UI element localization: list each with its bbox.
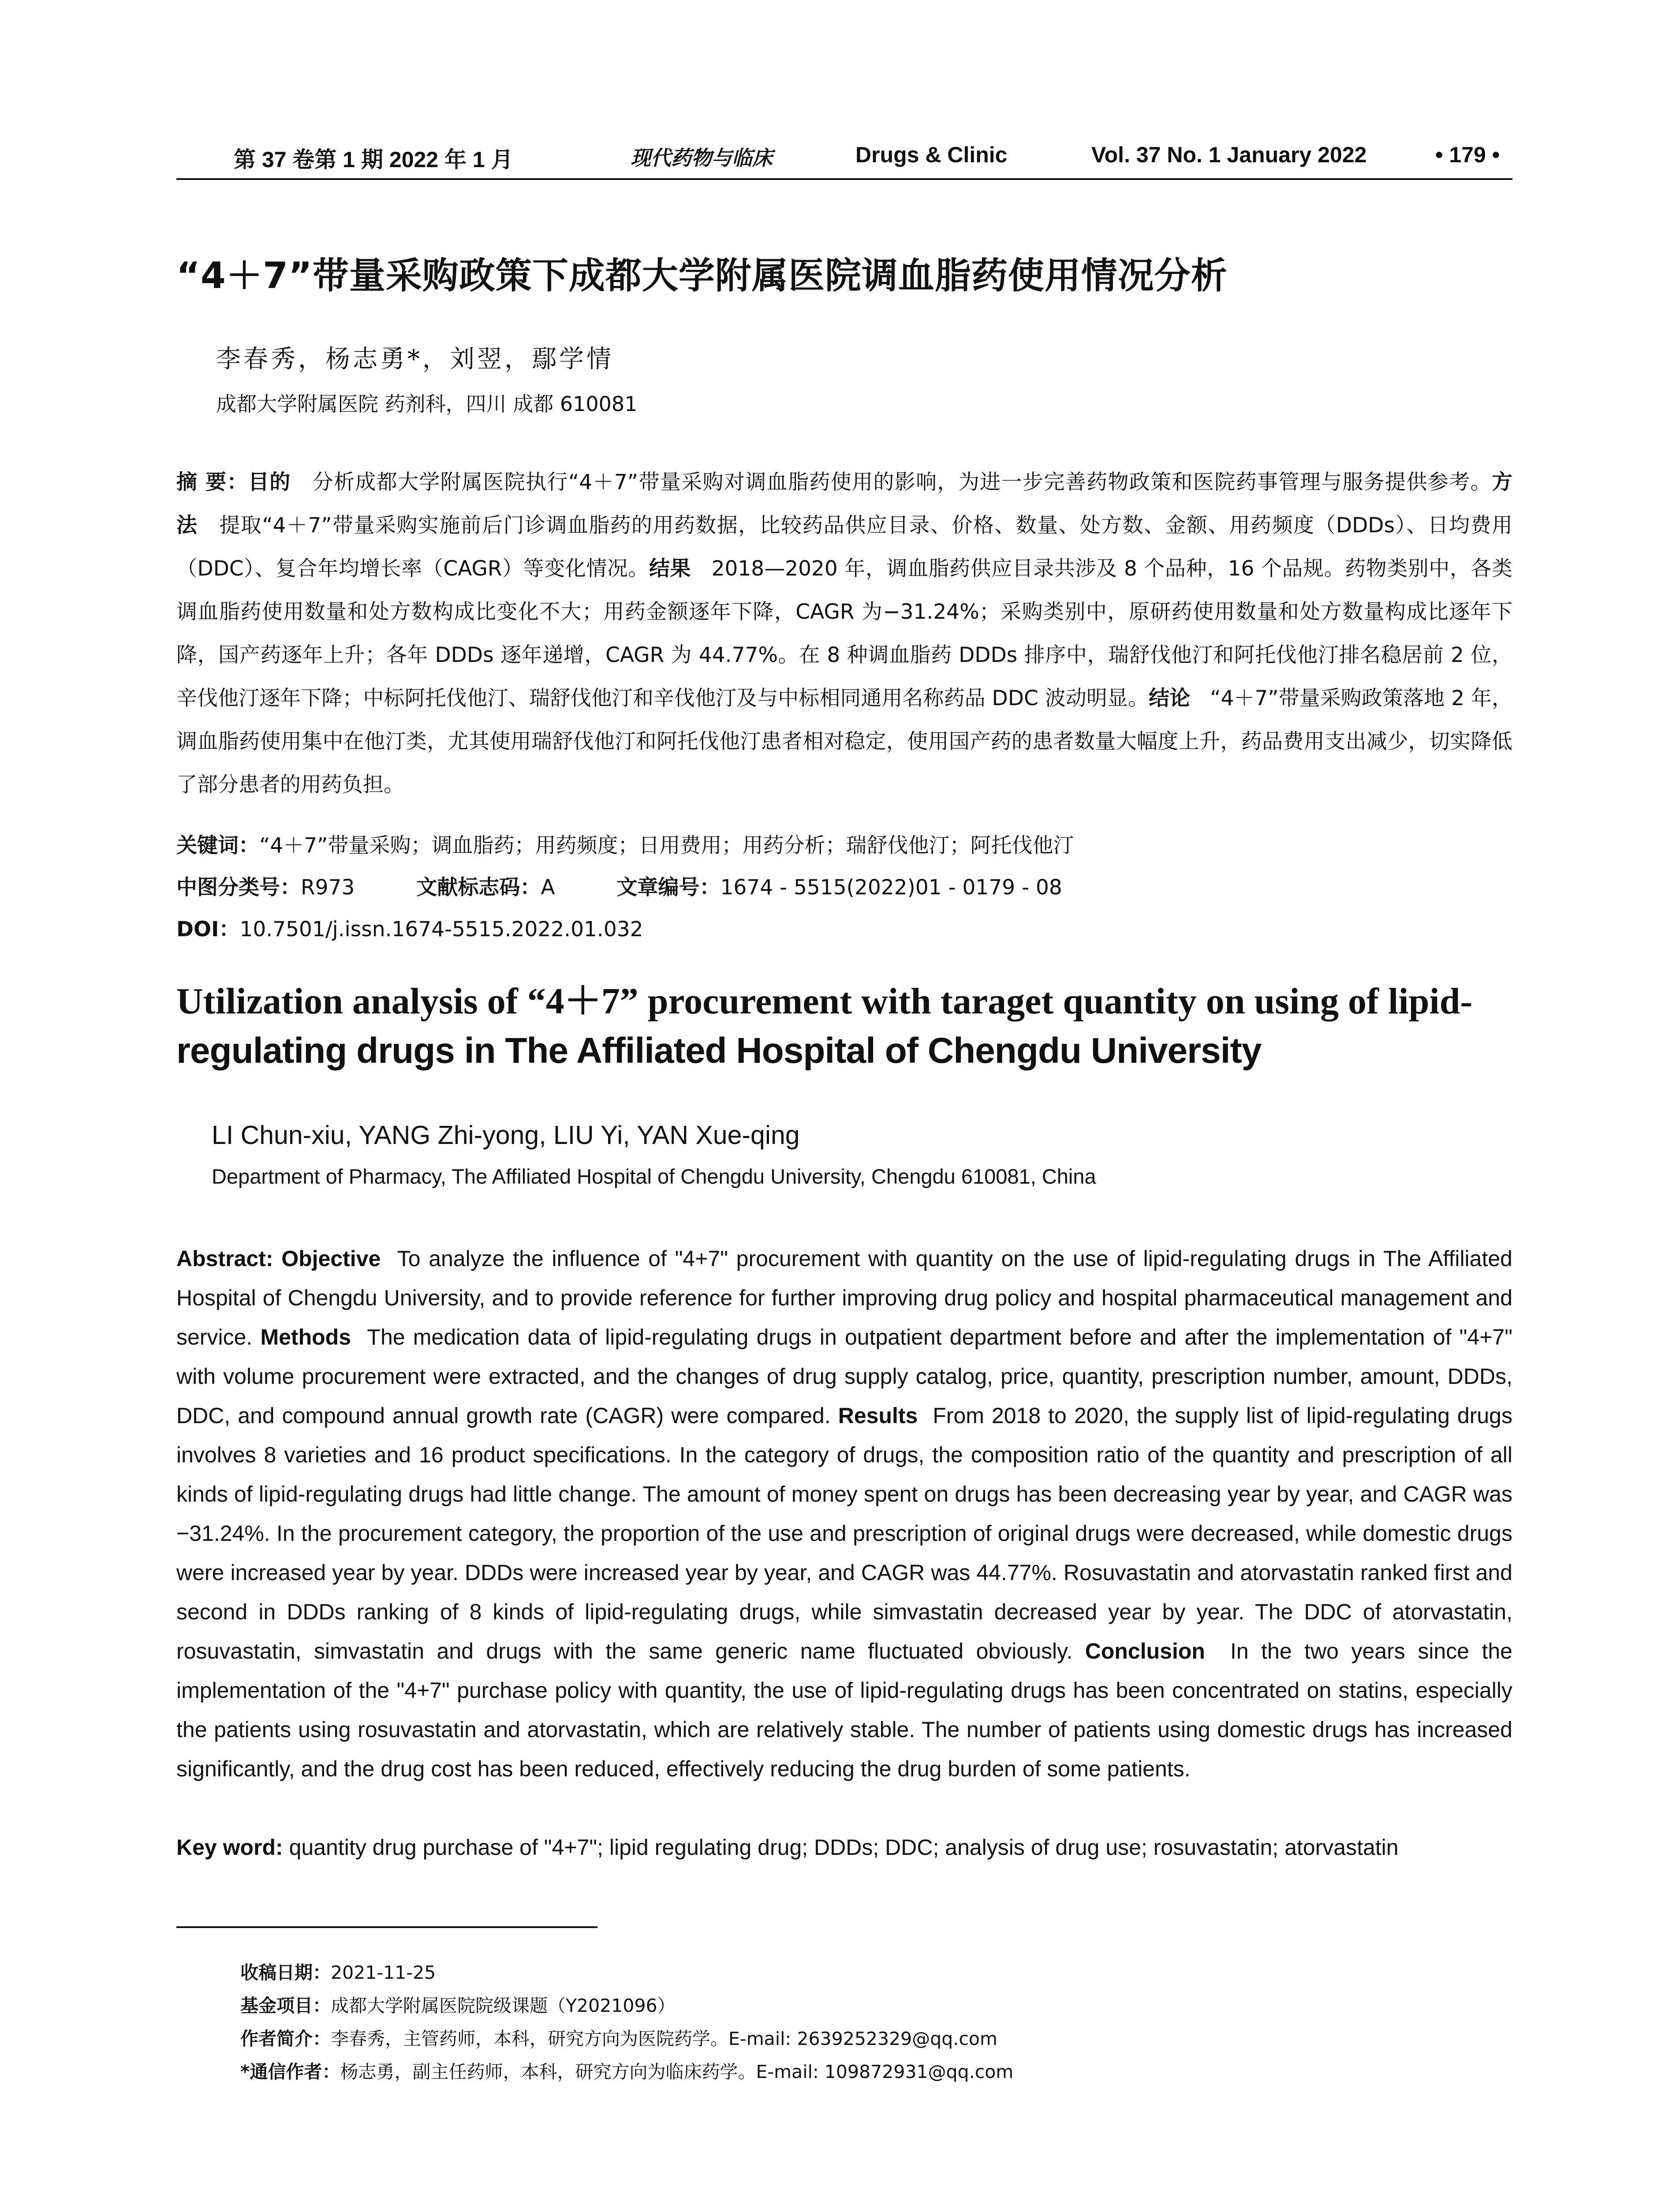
abstract-label-en: Abstract: [176, 1246, 273, 1271]
conclusion-en: In the two years since the implementation of the "4+7" purchase policy with quantity, the use of lipid-regulating drugs has been concentrated on statins, especially the patients using rosuvastatin and atorvastatin, which are relatively stable. The number of patients using domestic drugs has increased significantly, and the drug cost has been reduced, effectively reducing the drug burden of some patients. [176, 1639, 1512, 1781]
doccode-value: A [541, 875, 555, 900]
affiliation-cn: 成都大学附属医院 药剂科，四川 成都 610081 [216, 392, 638, 416]
keywords-cn [176, 829, 1074, 859]
abstract-label-cn: 摘 要： [176, 470, 248, 494]
header-rule [176, 178, 1512, 180]
running-header [176, 142, 1512, 177]
methods-cn: 提取“4＋7”带量采购实施前后门诊调血脂药的用药数据，比较药品供应目录、价格、数量、处方数、金额、用药频度（DDDs）、日均费用（DDC）、复合年均增长率（CAGR）等变化情况。 [176, 513, 1513, 581]
received-date: 2021-11-25 [331, 1962, 436, 1983]
journal-name-en: Drugs & Clinic [855, 142, 1008, 167]
footnote-received [240, 1958, 436, 1984]
title-cn: “4＋7”带量采购政策下成都大学附属医院调血脂药使用情况分析 [176, 255, 1228, 297]
corresponding-label: *通信作者： [240, 2061, 340, 2082]
title-en-line2: regulating drugs in The Affiliated Hospital of Chengdu University [176, 1031, 1262, 1071]
abstract-cn [176, 461, 1512, 807]
doi-label: DOI： [176, 917, 240, 942]
footnote-fund [240, 1991, 676, 2017]
conclusion-label-en: Conclusion [1085, 1639, 1205, 1663]
author-bio-text: 李春秀，主管药师，本科，研究方向为医院药学。E-mail: 2639252329@qq.com [331, 2028, 997, 2049]
received-label: 收稿日期： [240, 1962, 331, 1983]
affiliation-en: Department of Pharmacy, The Affiliated Hospital of Chengdu University, Chengdu 610081, China [212, 1165, 1096, 1188]
keywords-label-cn: 关键词： [176, 833, 259, 858]
footnote-author [240, 2024, 997, 2050]
journal-name-cn: 现代药物与临床 [631, 146, 773, 170]
doi-line [176, 913, 643, 942]
keywords-text-en: quantity drug purchase of "4+7"; lipid regulating drug; DDDs; DDC; analysis of drug use; rosuvastatin; atorvastatin [289, 1835, 1399, 1860]
objective-cn: 分析成都大学附属医院执行“4＋7”带量采购对调血脂药使用的影响，为进一步完善药物政策和医院药事管理与服务提供参考。 [312, 470, 1492, 494]
clc-label: 中图分类号： [176, 875, 301, 900]
classification-line [176, 871, 1062, 901]
article-no-value: 1674 - 5515(2022)01 - 0179 - 08 [720, 875, 1062, 900]
objective-label-en: Objective [281, 1246, 381, 1271]
issue-cn: 第 37 卷第 1 期 2022 年 1 月 [234, 147, 513, 172]
doccode-label: 文献标志码： [416, 875, 541, 900]
keywords-text-cn: “4＋7”带量采购；调血脂药；用药频度；日用费用；用药分析；瑞舒伐他汀；阿托伐他汀 [259, 833, 1074, 858]
results-cn: 2018—2020 年，调血脂药供应目录共涉及 8 个品种，16 个品规。药物类别中，各类调血脂药使用数量和处方数构成比变化不大；用药金额逐年下降，CAGR 为−31.24%；采购类别中，原研药使用数量和处方数量构成比逐年下降，国产药逐年上升；各年 DDDs 逐年递增，CAGR 为 44.77%。在 8 种调血脂药 DDDs 排序中，瑞舒伐他汀和阿托伐他汀排名稳居前 2 位，辛伐他汀逐年下降；中标阿托伐他汀、瑞舒伐他汀和辛伐他汀及与中标相同通用名称药品 DDC 波动明显。 [176, 557, 1512, 710]
fund-label: 基金项目： [240, 1995, 331, 2016]
clc-value: R973 [301, 875, 355, 900]
methods-label-cn: 方法 [176, 470, 1512, 538]
page-number: • 179 • [1435, 142, 1500, 167]
objective-label-cn: 目的 [248, 470, 291, 494]
footnote-rule [176, 1926, 597, 1928]
doi-value: 10.7501/j.issn.1674-5515.2022.01.032 [239, 917, 643, 942]
results-label-en: Results [838, 1403, 918, 1428]
objective-en: To analyze the influence of "4+7" procurement with quantity on the use of lipid-regulating drugs in The Affiliated Hospital of Chengdu University, and to provide reference for further improving drug policy and hospital pharmaceutical management and service. [176, 1246, 1512, 1349]
abstract-en [176, 1239, 1512, 1789]
title-en-line1: Utilization analysis of “4＋7” procurement with taraget quantity on using of lipid- [176, 981, 1473, 1022]
footnote-corresponding [240, 2057, 1013, 2083]
results-en: From 2018 to 2020, the supply list of lipid-regulating drugs involves 8 varieties and 16 product specifications. In the category of drugs, the composition ratio of the quantity and prescription of all kinds of lipid-regulating drugs had little change. The amount of money spent on drugs has been decreasing year by year, and CAGR was −31.24%. In the procurement category, the proportion of the use and prescription of original drugs were decreased, while domestic drugs were increased year by year. DDDs were increased year by year, and CAGR was 44.77%. Rosuvastatin and atorvastatin ranked first and second in DDDs ranking of 8 kinds of lipid-regulating drugs, while simvastatin decreased year by year. The DDC of atorvastatin, rosuvastatin, simvastatin and drugs with the same generic name fluctuated obviously. [176, 1403, 1512, 1663]
keywords-label-en: Key word: [176, 1835, 283, 1860]
corresponding-text: 杨志勇，副主任药师，本科，研究方向为临床药学。E-mail: 109872931@qq.com [340, 2061, 1014, 2082]
methods-en: The medication data of lipid-regulating drugs in outpatient department before and after the implementation of "4+7" with volume procurement were extracted, and the changes of drug supply catalog, price, quantity, prescription number, amount, DDDs, DDC, and compound annual growth rate (CAGR) were compared. [176, 1325, 1512, 1428]
results-label-cn: 结果 [649, 557, 691, 581]
conclusion-label-cn: 结论 [1149, 686, 1191, 710]
conclusion-cn: “4＋7”带量采购政策落地 2 年，调血脂药使用集中在他汀类，尤其使用瑞舒伐他汀和阿托伐他汀患者相对稳定，使用国产药的患者数量大幅度上升，药品费用支出减少，切实降低了部分患者的用药负担。 [176, 686, 1512, 797]
article-no-label: 文章编号： [616, 875, 721, 900]
fund-text: 成都大学附属医院院级课题（Y2021096） [331, 1995, 676, 2016]
authors-en: LI Chun-xiu, YANG Zhi-yong, LIU Yi, YAN Xue-qing [212, 1121, 800, 1150]
author-bio-label: 作者简介： [240, 2028, 331, 2049]
keywords-en [176, 1835, 1399, 1860]
methods-label-en: Methods [260, 1325, 351, 1349]
issue-en: Vol. 37 No. 1 January 2022 [1091, 142, 1367, 167]
title-en [176, 977, 1517, 1076]
authors-cn: 李春秀，杨志勇*，刘翌，鄢学情 [216, 345, 614, 374]
